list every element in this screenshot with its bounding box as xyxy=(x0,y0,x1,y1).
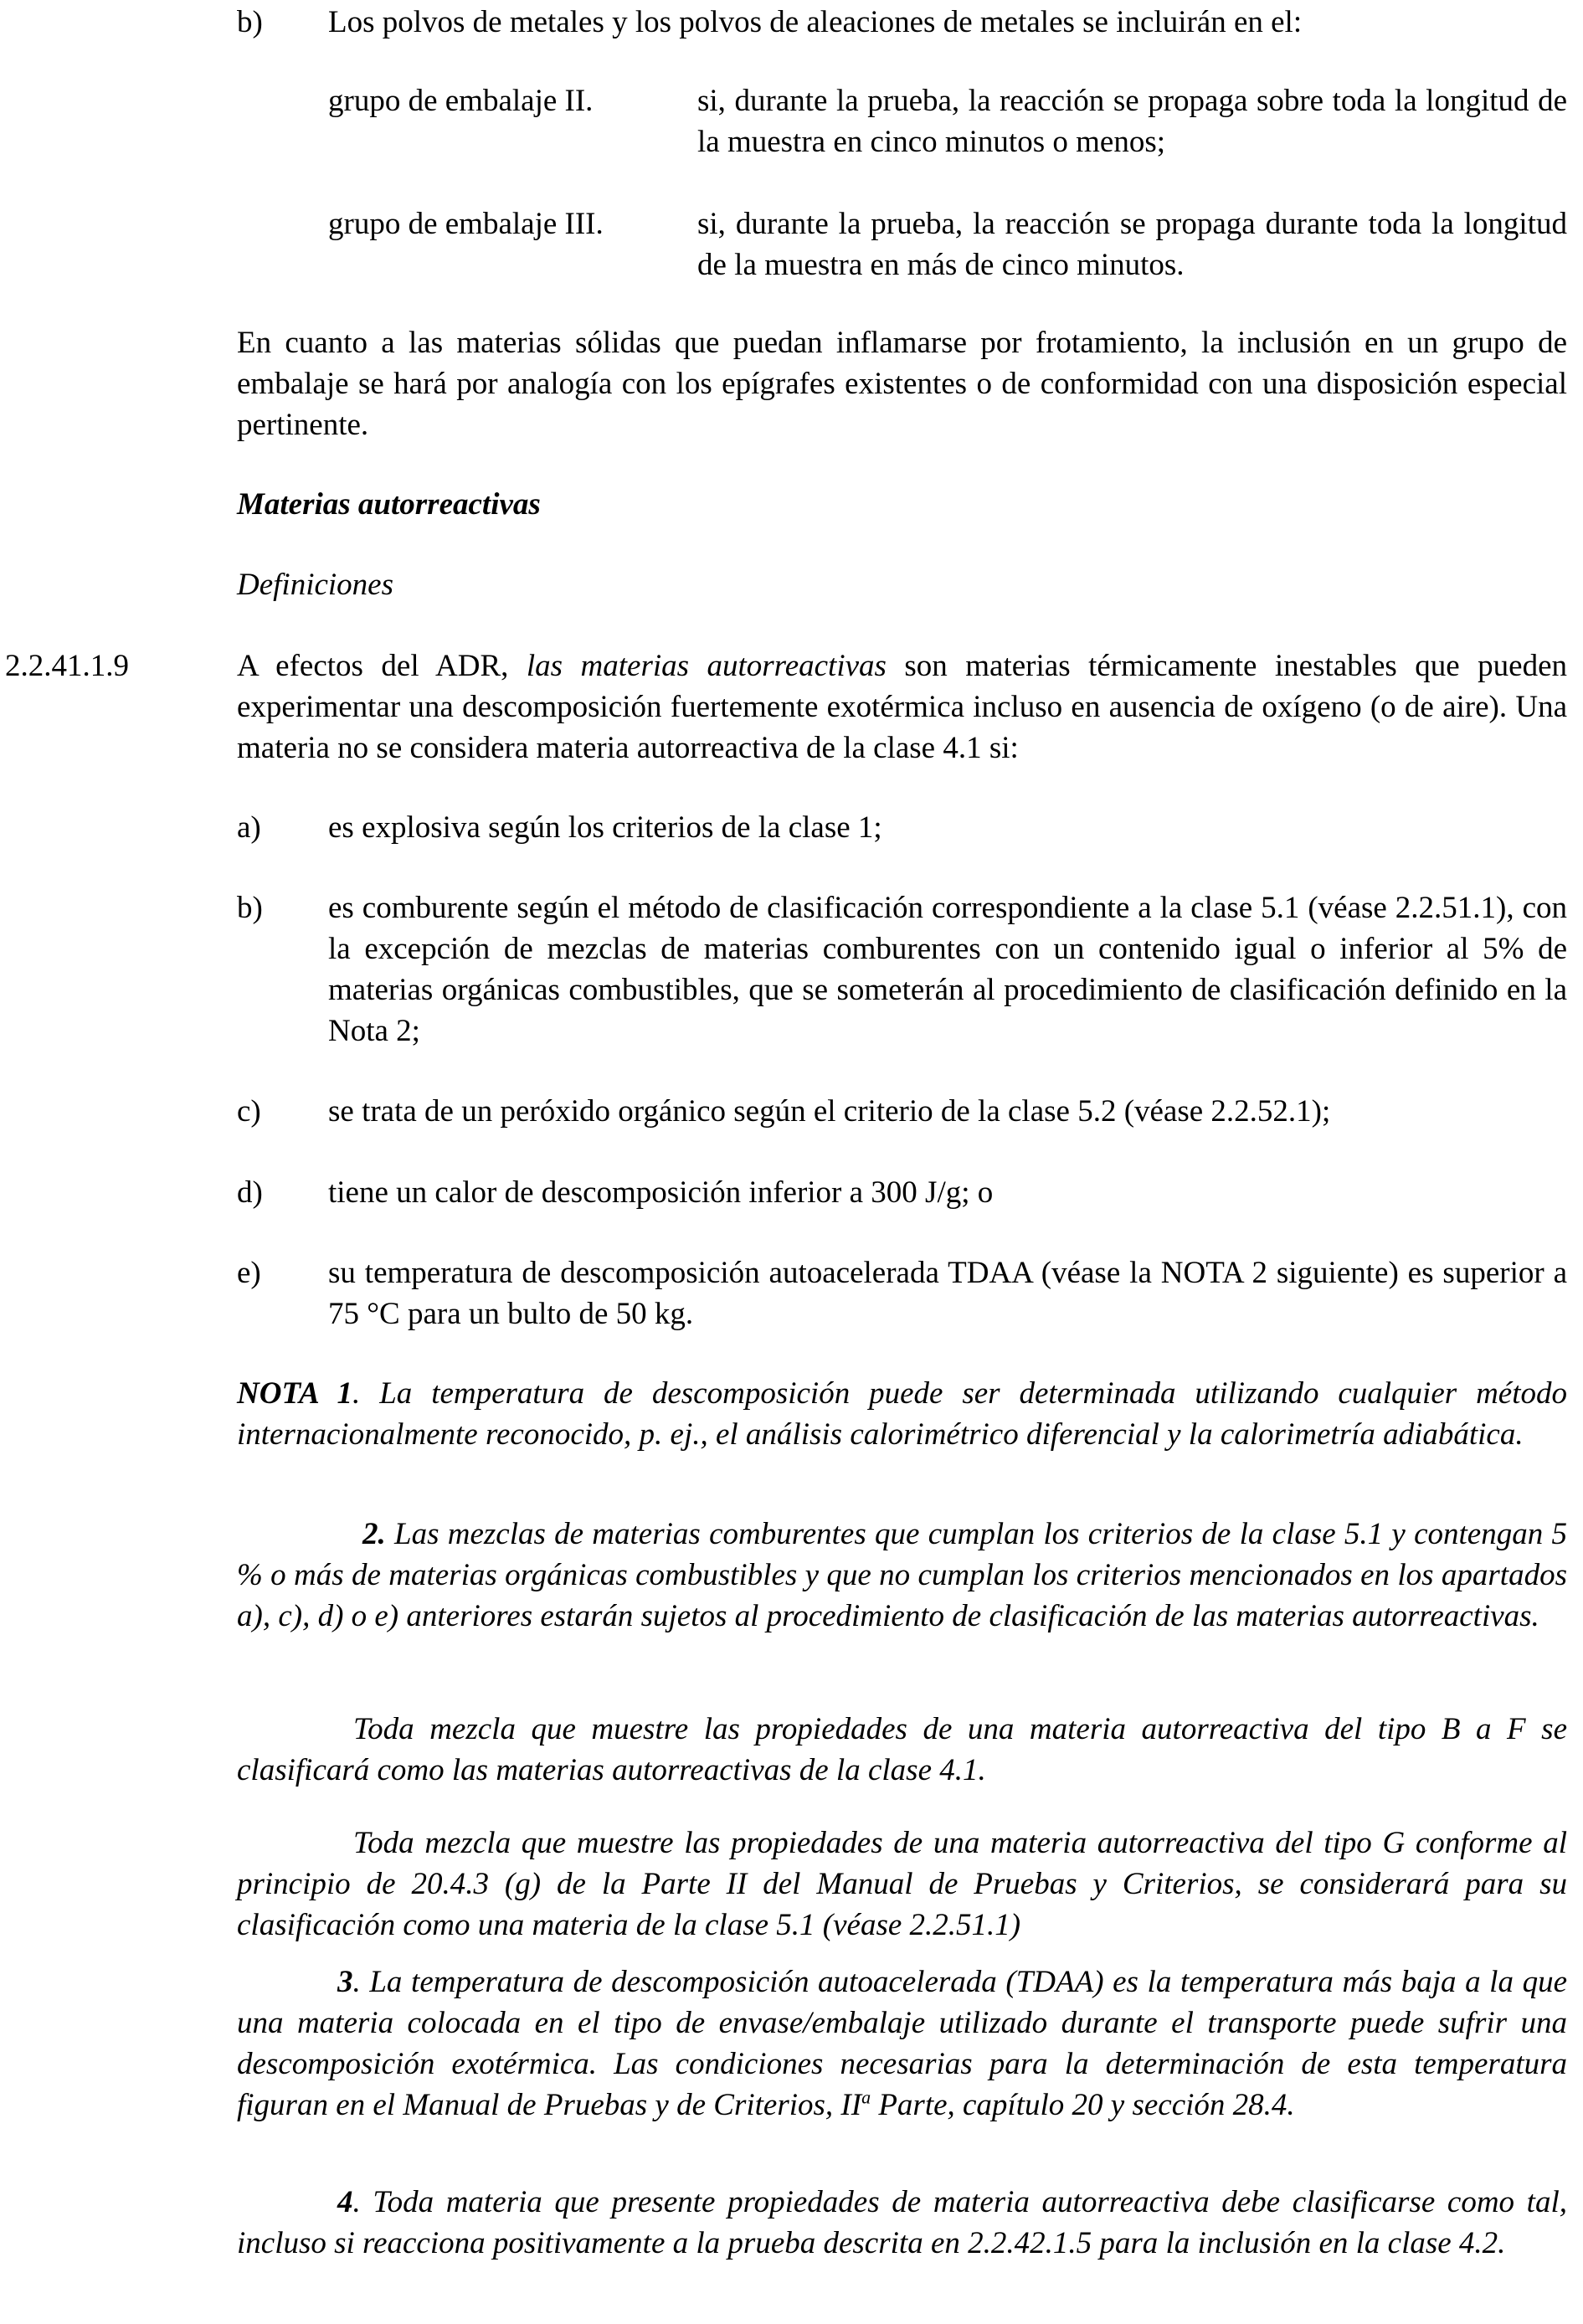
criterion-text: tiene un calor de descomposición inferior a 300 J/g; o xyxy=(328,1175,994,1210)
note-3-superscript: a xyxy=(861,2086,871,2108)
friction-paragraph: En cuanto a las materias sólidas que puedan inflamarse por frotamiento, la inclusión en un grupo de embalaje se hará por analogía con los epígrafes existentes o de conformidad con una disposición especial pertinente. xyxy=(237,326,1567,442)
note-2-paragraph-c: Toda mezcla que muestre las propiedades de una materia autorreactiva del tipo G conforme al principio de 20.4.3 (g) de la Parte II del Manual de Pruebas y Criterios, se considerará para su clasificación como una materia de la clase 5.1 (véase 2.2.51.1) xyxy=(237,1826,1567,1942)
criterion-label: a) xyxy=(237,810,261,845)
note-3-text: . La temperatura de descomposición autoacelerada (TDAA) es la temperatura más baja a la que una materia colocada en el tipo de envase/embalaje utilizado durante el transporte puede sufrir una descomposición exotérmica. Las condiciones necesarias para la determinación de esta temperatura figuran en el Manual de Pruebas y de Criterios, II xyxy=(237,1965,1567,2122)
section-text-after: son materias térmicamente inestables que pueden experimentar una descomposición fuertemente exotérmica incluso en ausencia de oxígeno (o de aire). Una materia no se considera materia autorreactiva de la clase 4.1 si: xyxy=(237,649,1568,765)
criterion-label: d) xyxy=(237,1175,263,1210)
note-1-label: NOTA 1 xyxy=(237,1376,353,1411)
note-2-label: 2. xyxy=(362,1517,386,1551)
packing-group-label: grupo de embalaje II. xyxy=(328,84,594,118)
item-text-b-top: Los polvos de metales y los polvos de aleaciones de metales se incluirán en el: xyxy=(328,5,1303,39)
note-3 xyxy=(237,1962,1567,2126)
criterion-label: e) xyxy=(237,1256,261,1290)
note-4-text: . Toda materia que presente propiedades de materia autorreactiva debe clasificarse como tal, incluso si reacciona positivamente a la prueba descrita en 2.2.42.1.5 para la inclusión en la clase 4.2. xyxy=(237,2185,1567,2260)
criterion-label: c) xyxy=(237,1094,261,1129)
section-text-before: A efectos del ADR, xyxy=(237,649,527,683)
criterion-text: se trata de un peróxido orgánico según el criterio de la clase 5.2 (véase 2.2.52.1); xyxy=(328,1094,1331,1129)
criterion-text: es explosiva según los criterios de la clase 1; xyxy=(328,810,882,845)
criterion-text: su temperatura de descomposición autoacelerada TDAA (véase la NOTA 2 siguiente) es superior a 75 °C para un bulto de 50 kg. xyxy=(328,1256,1567,1331)
note-1-text: . La temperatura de descomposición puede ser determinada utilizando cualquier método internacionalmente reconocido, p. ej., el análisis calorimétrico diferencial y la calorimetría adiabática. xyxy=(237,1376,1567,1452)
packing-group-label: grupo de embalaje III. xyxy=(328,207,604,241)
item-label-b-top: b) xyxy=(237,5,263,39)
note-4 xyxy=(237,2182,1567,2264)
section-number: 2.2.41.1.9 xyxy=(5,649,129,683)
note-2 xyxy=(237,1514,1567,1637)
note-1 xyxy=(237,1373,1567,1455)
note-2-paragraph-b: Toda mezcla que muestre las propiedades de una materia autorreactiva del tipo B a F se clasificará como las materias autorreactivas de la clase 4.1. xyxy=(237,1712,1567,1787)
criterion-text: es comburente según el método de clasificación correspondiente a la clase 5.1 (véase 2.2.51.1), con la excepción de mezclas de materias comburentes con un contenido igual o inferior al 5% de materias orgánicas combustibles, que se someterán al procedimiento de clasificación definido en la Nota 2; xyxy=(328,891,1567,1048)
section-text-italic: las materias autorreactivas xyxy=(526,649,887,683)
packing-group-condition: si, durante la prueba, la reacción se propaga durante toda la longitud de la muestra en más de cinco minutos. xyxy=(697,207,1567,282)
note-3-tail: Parte, capítulo 20 y sección 28.4. xyxy=(871,2088,1295,2122)
section-heading: Materias autorreactivas xyxy=(237,487,541,522)
section-paragraph xyxy=(237,645,1567,769)
criterion-label: b) xyxy=(237,891,263,925)
note-4-label: 4 xyxy=(337,2185,353,2219)
note-2-text: Las mezclas de materias comburentes que cumplan los criterios de la clase 5.1 y contengan 5 % o más de materias orgánicas combustibles y que no cumplan los criterios mencionados en los apartados a), c), d) o e) anteriores estarán sujetos al procedimiento de clasificación de las materias autorreactivas. xyxy=(237,1517,1567,1633)
subheading: Definiciones xyxy=(237,568,394,602)
packing-group-condition: si, durante la prueba, la reacción se propaga sobre toda la longitud de la muestra en cinco minutos o menos; xyxy=(697,84,1567,159)
note-3-label: 3 xyxy=(337,1965,353,1999)
